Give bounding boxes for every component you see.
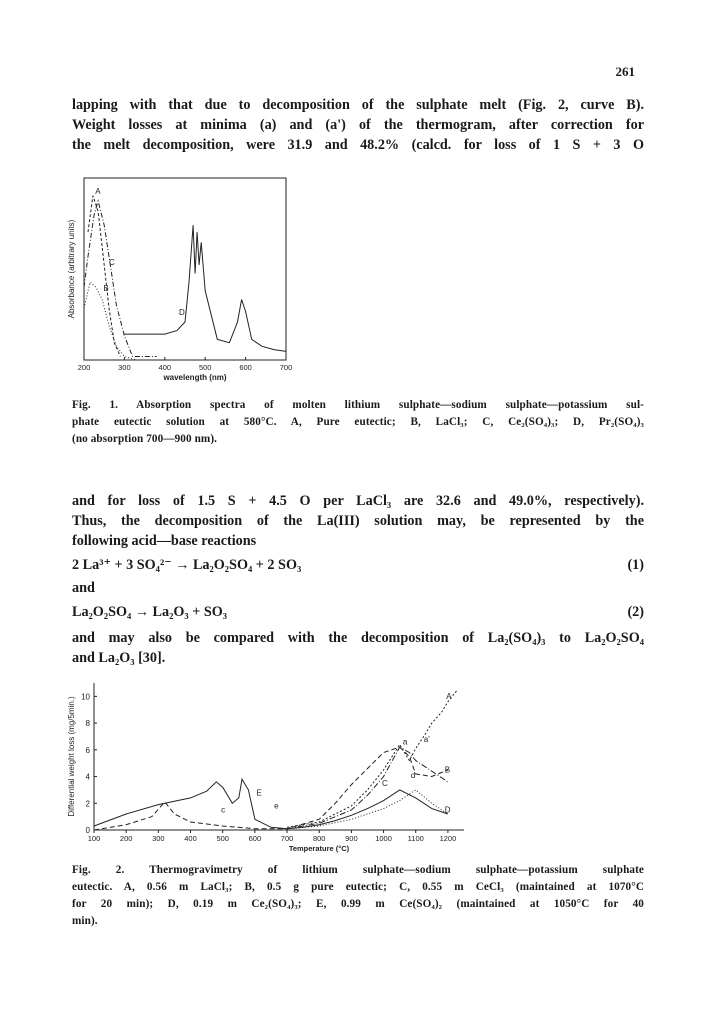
x-tick-label: 700 bbox=[279, 363, 293, 372]
x-tick-label: 300 bbox=[152, 834, 165, 843]
x-tick-label: 500 bbox=[216, 834, 229, 843]
x-tick-label: 600 bbox=[239, 363, 252, 372]
curve-label-a: a bbox=[402, 737, 408, 747]
x-tick-label: 500 bbox=[198, 363, 212, 372]
curve-label-c: c bbox=[221, 805, 226, 815]
text-line: lapping with that due to decomposition of the sulphate melt (Fig. 2, curve B). bbox=[72, 97, 644, 113]
series-C-line bbox=[84, 201, 157, 357]
series-D-line bbox=[124, 225, 286, 351]
caption-line: Fig. 1. Absorption spectra of molten lithium sulphate—sodium sulphate—potassium sul- bbox=[72, 399, 644, 411]
text-line: and for loss of 1.5 S + 4.5 O per LaCl₃ are 32.6 and 49.0%, respectively). bbox=[72, 493, 644, 509]
y-axis-label: Absorbance (arbitrary units) bbox=[67, 219, 76, 319]
figure-1-caption bbox=[72, 397, 644, 448]
y-tick-label: 10 bbox=[81, 692, 90, 702]
figure-1-absorption-chart bbox=[64, 170, 304, 395]
paragraph-2 bbox=[72, 491, 644, 551]
caption-line: phate eutectic solution at 580°C. A, Pure eutectic; B, LaCl₃; C, Ce₂(SO₄)₃; D, Pr₂(SO₄)₃ bbox=[72, 416, 644, 428]
figure-2-thermogravimetry-chart bbox=[64, 675, 484, 860]
y-tick-label: 4 bbox=[85, 772, 90, 782]
text-line: and may also be compared with the decomposition of La₂(SO₄)₃ to La₂O₂SO₄ bbox=[72, 630, 644, 646]
y-tick-label: 2 bbox=[85, 799, 90, 809]
equation-2-text: La₂O₂SO₄ → La₂O₃ + SO₃ bbox=[72, 604, 228, 620]
curve-label-B: B bbox=[103, 283, 109, 293]
equation-1-number: (1) bbox=[627, 557, 644, 573]
series-C-line bbox=[94, 747, 451, 830]
series-B-line bbox=[287, 747, 451, 829]
x-tick-label: 1100 bbox=[407, 834, 424, 843]
and-word: and bbox=[72, 580, 95, 596]
y-tick-label: 0 bbox=[85, 826, 90, 835]
x-tick-label: 400 bbox=[158, 363, 172, 372]
series-E-line bbox=[94, 779, 448, 829]
equation-2 bbox=[72, 604, 644, 624]
x-tick-label: 700 bbox=[280, 834, 294, 843]
x-tick-label: 600 bbox=[248, 834, 262, 843]
curve-label-D: D bbox=[178, 308, 185, 318]
equation-2-number: (2) bbox=[627, 604, 644, 620]
text-line: and La₂O₃ [30]. bbox=[72, 650, 166, 666]
curve-label-D: D bbox=[444, 805, 451, 815]
x-tick-label: 900 bbox=[345, 834, 358, 843]
y-axis-label: Differential weight loss (mg/5min.) bbox=[67, 696, 76, 817]
text-line: Weight losses at minima (a) and (a') of the thermogram, after correction for bbox=[72, 117, 644, 133]
figure-2-caption bbox=[72, 862, 644, 930]
caption-line: min). bbox=[72, 915, 98, 927]
text-line: following acid—base reactions bbox=[72, 533, 257, 549]
and-line bbox=[72, 580, 644, 600]
y-tick-label: 6 bbox=[85, 745, 90, 755]
x-tick-label: 200 bbox=[77, 363, 91, 372]
curve-label-A: A bbox=[95, 187, 101, 197]
text-line: the melt decomposition, were 31.9 and 48.2% (calcd. for loss of 1 S + 3 O bbox=[72, 137, 644, 153]
page-number: 261 bbox=[615, 64, 635, 79]
x-tick-label: 800 bbox=[312, 834, 326, 843]
x-tick-label: 200 bbox=[119, 834, 133, 843]
curve-label-E: E bbox=[256, 788, 262, 798]
y-tick-label: 8 bbox=[85, 719, 90, 729]
curve-label-d: d bbox=[410, 770, 416, 780]
caption-line: eutectic. A, 0.56 m LaCl₃; B, 0.5 g pure eutectic; C, 0.55 m CeCl₃ (maintained at 1070°C bbox=[72, 881, 644, 893]
caption-line: (no absorption 700—900 nm). bbox=[72, 433, 218, 445]
curve-label-C: C bbox=[381, 778, 388, 788]
x-tick-label: 300 bbox=[118, 363, 131, 372]
x-axis-label: Temperature (°C) bbox=[288, 844, 350, 853]
paragraph-3 bbox=[72, 628, 644, 668]
paragraph-1 bbox=[72, 95, 644, 155]
x-tick-label: 100 bbox=[87, 834, 101, 843]
caption-line: for 20 min); D, 0.19 m Ce₂(SO₄)₃; E, 0.99 m Ce(SO₄)₂ (maintained at 1050°C for 40 bbox=[72, 898, 644, 910]
x-tick-label: 1000 bbox=[375, 834, 392, 843]
curve-label-e: e bbox=[274, 801, 279, 811]
x-tick-label: 400 bbox=[184, 834, 197, 843]
equation-1 bbox=[72, 557, 644, 577]
curve-label-C: C bbox=[109, 257, 115, 267]
curve-label-a': a' bbox=[423, 734, 430, 744]
curve-label-B: B bbox=[444, 765, 451, 775]
plot-frame bbox=[84, 178, 286, 360]
series-A-line bbox=[88, 196, 120, 357]
equation-1-text: 2 La³⁺ + 3 SO₄²⁻ → La₂O₂SO₄ + 2 SO₃ bbox=[72, 557, 302, 573]
caption-line: Fig. 2. Thermogravimetry of lithium sulphate—sodium sulphate—potassium sulphate bbox=[72, 864, 644, 876]
x-axis-label: wavelength (nm) bbox=[163, 373, 227, 382]
text-line: Thus, the decomposition of the La(III) solution may, be represented by the bbox=[72, 513, 644, 529]
x-tick-label: 1200 bbox=[439, 834, 457, 843]
curve-label-A: A bbox=[446, 692, 452, 702]
